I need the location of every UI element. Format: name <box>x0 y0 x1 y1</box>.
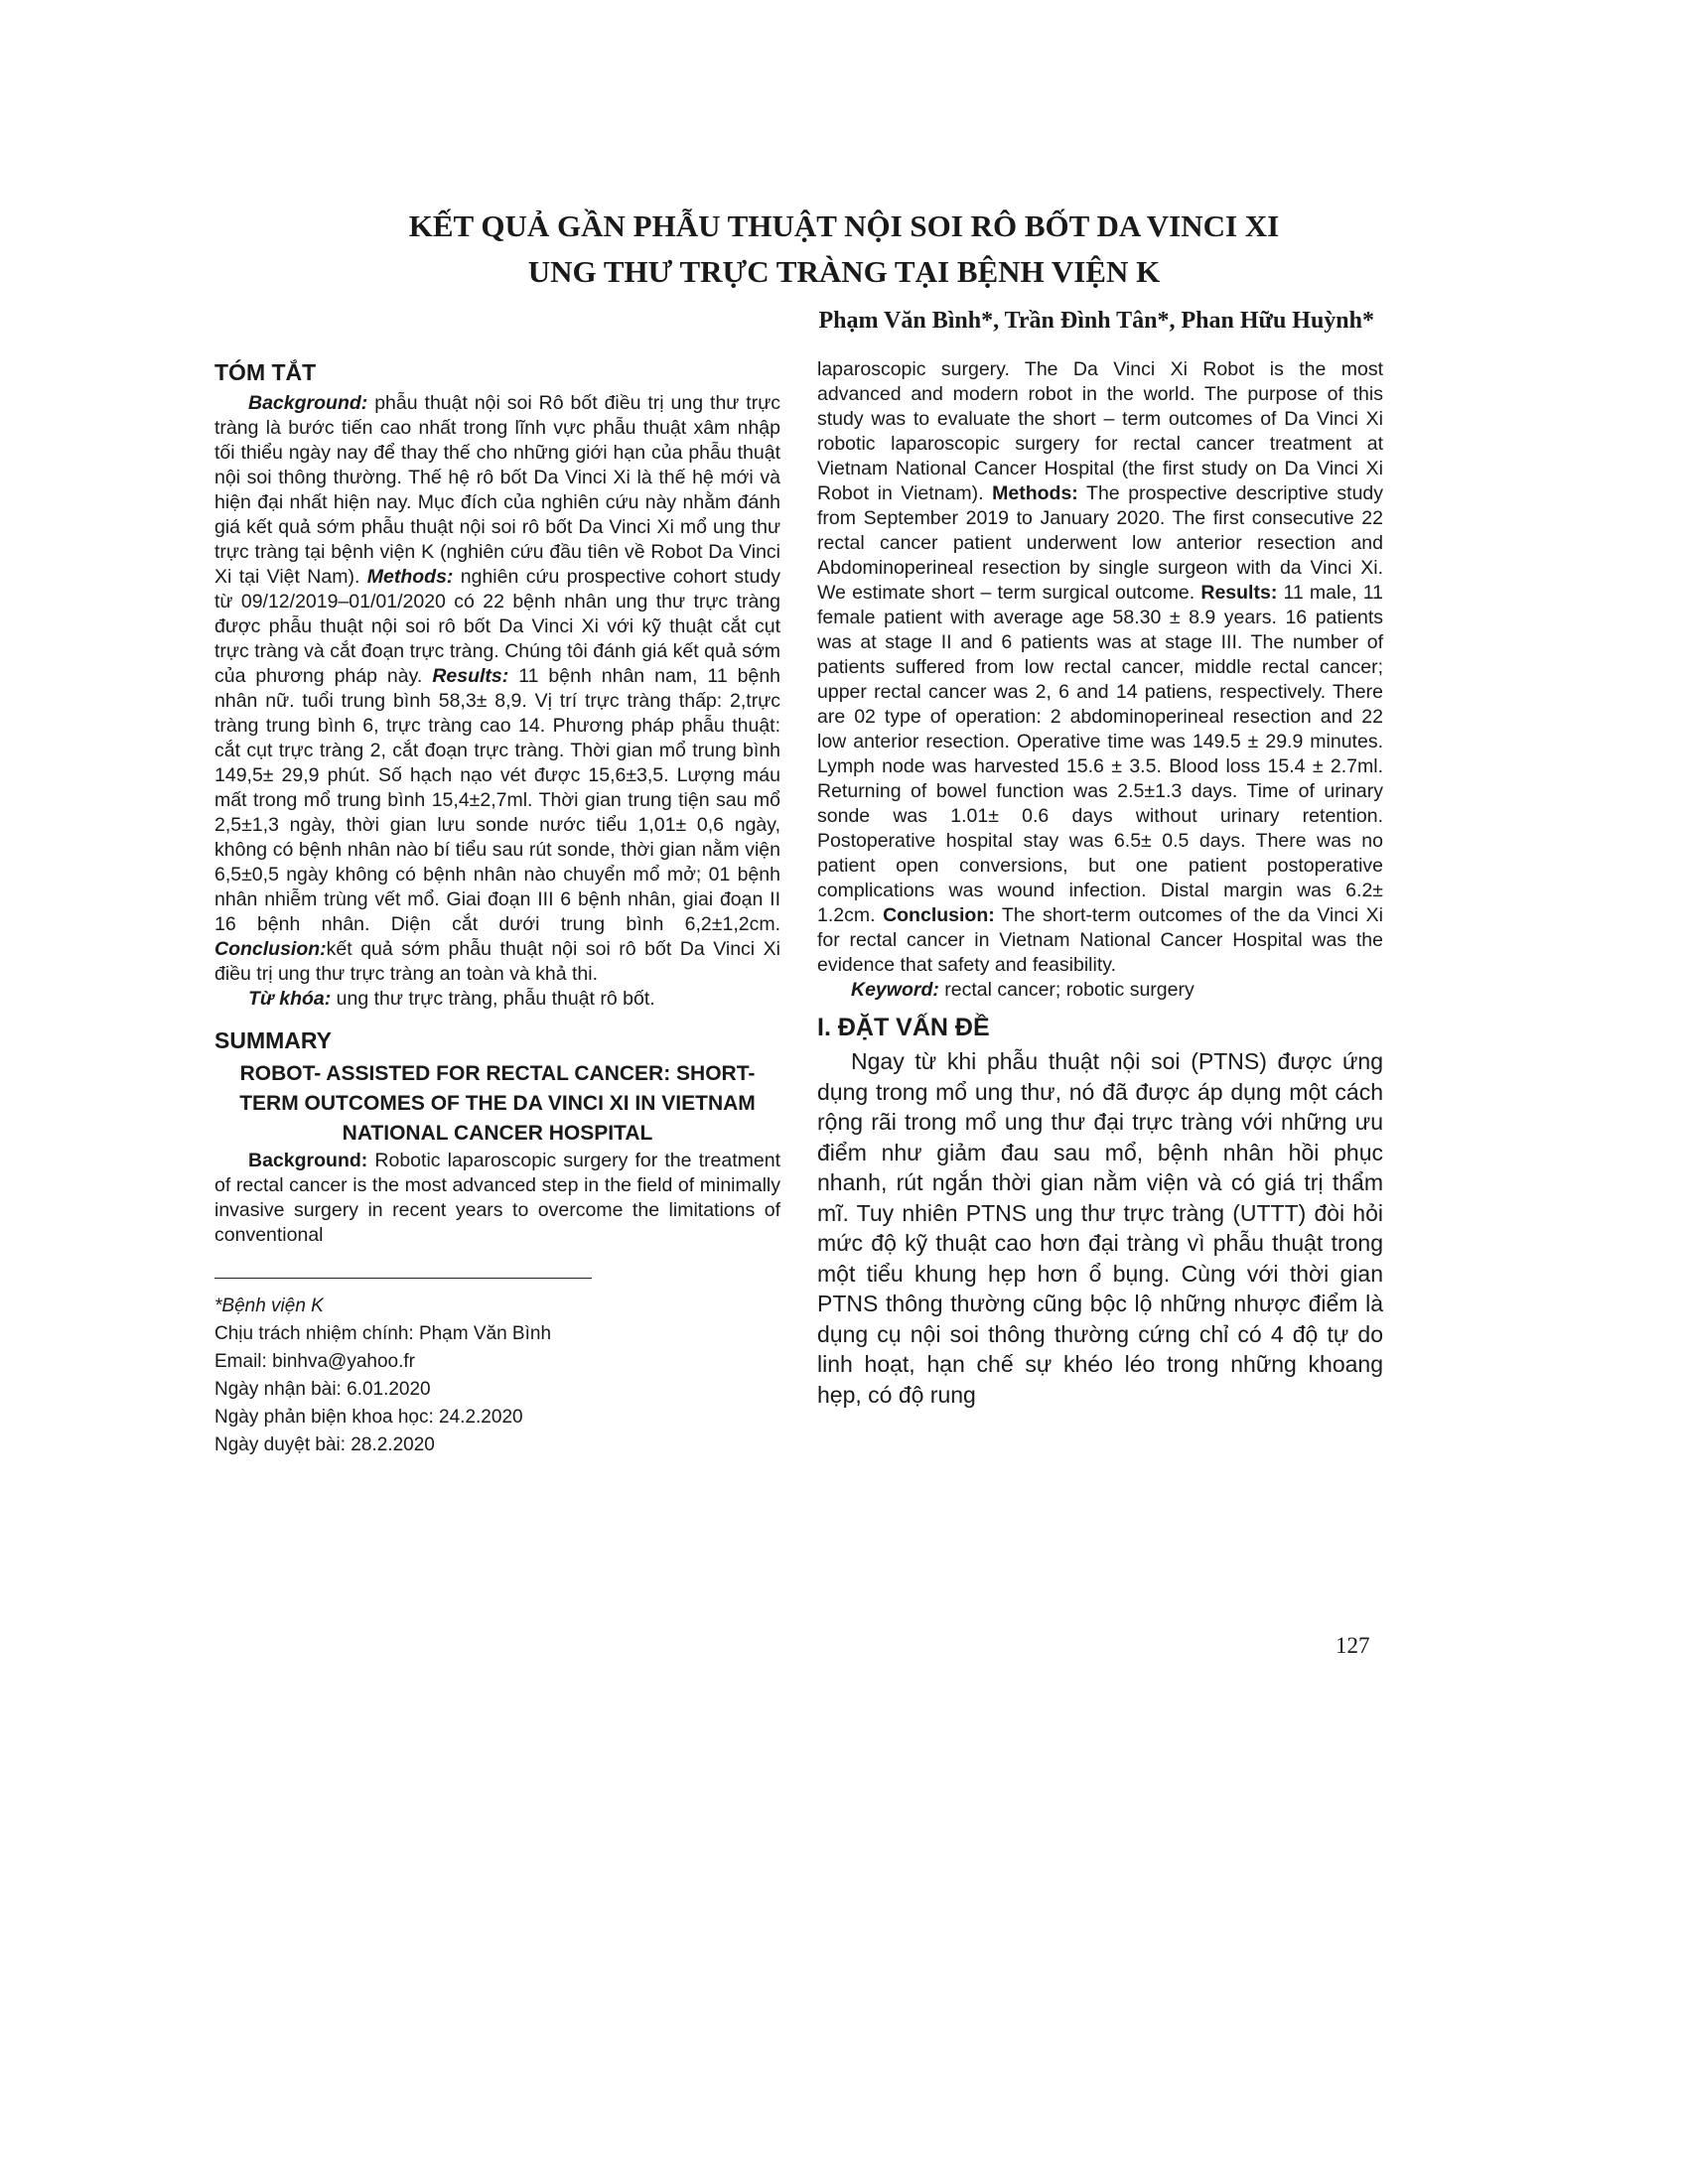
right-column <box>817 357 1383 1410</box>
summary-keyword-text: rectal cancer; robotic surgery <box>938 979 1195 1001</box>
footnote-accepted: Ngày duyệt bài: 28.2.2020 <box>214 1434 435 1455</box>
tomtat-abstract <box>214 391 780 987</box>
summary-results-text: 11 male, 11 female patient with average age 58.30 ± 8.9 years. 16 patients was at stage II and 6 patients was at stage III. The number of patients suffered from low rectal cancer, middle rectal cancer; upper rectal cancer was 2, 6 and 14 patiens, respectively. There are 02 type of operation: 2 abdominoperineal resection and 22 low anterior resection. Operative time was 149.5 ± 29.9 minutes. Lymph node was harvested 15.6 ± 3.5. Blood loss 15.4 ± 2.7ml. Returning of bowel function was 2.5±1.3 days. Time of urinary sonde was 1.01± 0.6 days without urinary retention. Postoperative hospital stay was 6.5± 0.5 days. There was no patient open conversions, but one patient postoperative complications was wound infection. Distal margin was 6.2± 1.2cm. <box>817 582 1383 926</box>
summary-methods-label: Methods: <box>992 482 1078 504</box>
left-column <box>214 357 780 1459</box>
summary-keywords <box>817 978 1383 1003</box>
tomtat-methods-label: Methods: <box>366 566 454 588</box>
footnote-reviewed: Ngày phản biện khoa học: 24.2.2020 <box>214 1407 523 1428</box>
summary-title: ROBOT- ASSISTED FOR RECTAL CANCER: SHORT-TERM OUTCOMES OF THE DA VINCI XI IN VIETNAM NATIONAL CANCER HOSPITAL <box>239 1062 756 1145</box>
summary-abstract-start <box>214 1149 780 1248</box>
summary-conclusion-text: The short-term outcomes of the da Vinci Xi for rectal cancer in Vietnam National Cancer Hospital was the evidence that safety and feasibility. <box>817 904 1383 976</box>
tomtat-conclusion-label: Conclusion: <box>214 938 327 960</box>
summary-conclusion-label: Conclusion: <box>883 904 995 926</box>
summary-background-label: Background: <box>248 1150 368 1171</box>
title-line-2: UNG THƯ TRỰC TRÀNG TẠI BỆNH VIỆN K <box>527 254 1161 289</box>
summary-continuation-text: laparoscopic surgery. The Da Vinci Xi Robot is the most advanced and modern robot in the world. The purpose of this study was to evaluate the short – term outcomes of Da Vinci Xi robotic laparoscopic surgery for rectal cancer treatment at Vietnam National Cancer Hospital (the first study on Da Vinci Xi Robot in Vietnam). <box>817 358 1383 504</box>
tomtat-background-label: Background: <box>248 392 368 414</box>
tomtat-keywords-label: Từ khóa: <box>248 988 332 1010</box>
summary-keyword-label: Keyword: <box>851 979 939 1001</box>
tomtat-keywords-text: ung thư trực tràng, phẫu thuật rô bốt. <box>331 988 655 1010</box>
tomtat-methods-text: nghiên cứu prospective cohort study từ 09/12/2019–01/01/2020 có 22 bệnh nhân ung thư trực tràng được phẫu thuật nội soi rô bốt Da Vinci Xi với kỹ thuật cắt cụt trực tràng và cắt đoạn trực tràng. Chúng tôi đánh giá kết quả sớm của phương pháp này. <box>214 566 780 687</box>
summary-results-label: Results: <box>1200 582 1278 604</box>
footnote-affiliation: *Bệnh viện K <box>214 1296 324 1316</box>
summary-methods-text: The prospective descriptive study from September 2019 to January 2020. The first consecutive 22 rectal cancer patient underwent low anterior resection and Abdominoperineal resection by single surgeon with da Vinci Xi. We estimate short – term surgical outcome. <box>817 482 1384 604</box>
tomtat-heading: TÓM TẮT <box>214 359 317 385</box>
authors: Phạm Văn Bình*, Trần Đình Tân*, Phan Hữu Huỳnh* <box>818 308 1374 334</box>
footnote-email: Email: binhva@yahoo.fr <box>214 1351 415 1372</box>
tomtat-results-label: Results: <box>432 665 509 687</box>
tomtat-background-text: phẫu thuật nội soi Rô bốt điều trị ung thư trực tràng là bước tiến cao nhất trong lĩnh vực phẫu thuật xâm nhập tối thiểu ngày nay để thay thế cho những giới hạn của phẫu thuật nội soi thông thường. Thế hệ rô bốt Da Vinci Xi là thế hệ mới và hiện đại nhất hiện nay. Mục đích của nghiên cứu này nhằm đánh giá kết quả sớm phẫu thuật nội soi rô bốt Da Vinci Xi mổ ung thư trực tràng tại bệnh viện K (nghiên cứu đầu tiên về Robot Da Vinci Xi tại Việt Nam). <box>214 392 780 588</box>
footnote-received: Ngày nhận bài: 6.01.2020 <box>214 1379 431 1400</box>
intro-heading: I. ĐẶT VẤN ĐỀ <box>817 1014 990 1041</box>
summary-abstract-continued <box>817 357 1383 978</box>
paper-title <box>199 204 1489 295</box>
summary-heading: SUMMARY <box>214 1027 332 1053</box>
page-number: 127 <box>1336 1633 1370 1658</box>
title-line-1: KẾT QUẢ GẦN PHẪU THUẬT NỘI SOI RÔ BỐT DA VINCI XI <box>408 208 1280 243</box>
tomtat-conclusion-text: kết quả sớm phẫu thuật nội soi rô bốt Da Vinci Xi điều trị ung thư trực tràng an toàn và khả thi. <box>214 938 780 985</box>
footnote-divider <box>214 1278 592 1279</box>
summary-background-text: Robotic laparoscopic surgery for the treatment of rectal cancer is the most advanced step in the field of minimally invasive surgery in recent years to overcome the limitations of conventional <box>214 1150 780 1246</box>
footnote-responsible: Chịu trách nhiệm chính: Phạm Văn Bình <box>214 1323 552 1344</box>
tomtat-keywords <box>214 987 780 1012</box>
tomtat-results-text: 11 bệnh nhân nam, 11 bệnh nhân nữ. tuổi trung bình 58,3± 8,9. Vị trí trực tràng thấp: 2,trực tràng trung bình 6, trực tràng cao 14. Phương pháp phẫu thuật: cắt cụt trực tràng 2, cắt đoạn trực tràng. Thời gian mổ trung bình 149,5± 29,9 phút. Số hạch nạo vét được 15,6±3,5. Lượng máu mất trong mổ trung bình 15,4±2,7ml. Thời gian trung tiện sau mổ 2,5±1,3 ngày, thời gian lưu sonde nước tiểu 1,01± 0,6 ngày, không có bệnh nhân nào bí tiểu sau rút sonde, thời gian nằm viện 6,5±0,5 ngày không có bệnh nhân nào chuyển mổ mở; 01 bệnh nhân nhiễm trùng vết mổ. Giai đoạn III 6 bệnh nhân, giai đoạn II 16 bệnh nhân. Diện cắt dưới trung bình 6,2±1,2cm. <box>214 665 781 935</box>
intro-paragraph: Ngay từ khi phẫu thuật nội soi (PTNS) được ứng dụng trong mổ ung thư, nó đã được áp dụng một cách rộng rãi trong mổ ung thư đại trực tràng với những ưu điểm như giảm đau sau mổ, bệnh nhân hồi phục nhanh, rút ngắn thời gian nằm viện và có giá trị thẩm mĩ. Tuy nhiên PTNS ung thư trực tràng (UTTT) đòi hỏi mức độ kỹ thuật cao hơn đại tràng vì phẫu thuật trong một tiểu khung hẹp hơn ổ bụng. Cùng với thời gian PTNS thông thường cũng bộc lộ những nhược điểm là dụng cụ nội soi thông thường cứng chỉ có 4 độ tự do linh hoạt, hạn chế sự khéo léo trong những khoang hẹp, có độ rung <box>817 1048 1383 1408</box>
